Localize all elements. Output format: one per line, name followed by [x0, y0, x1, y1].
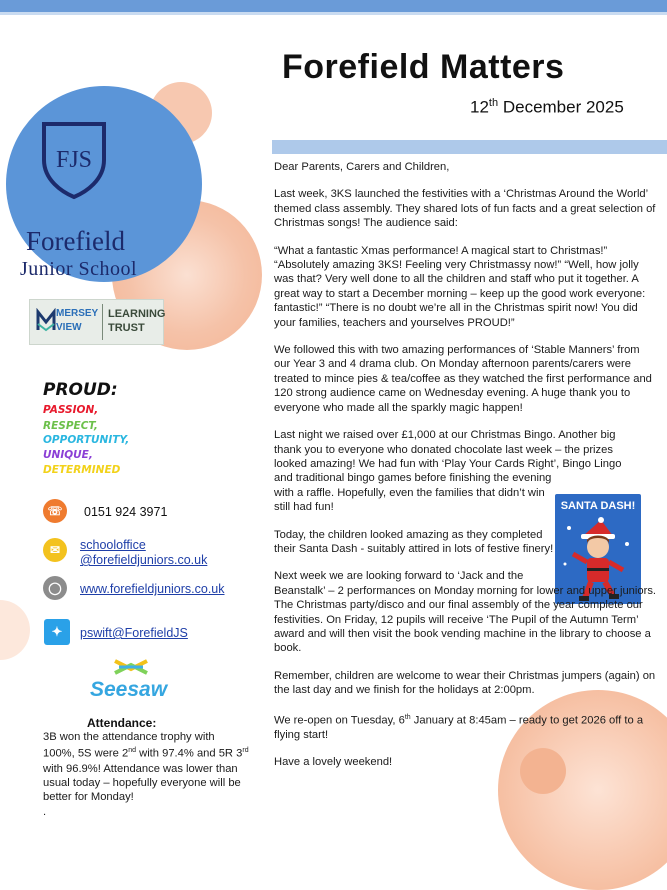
svg-text:FJS: FJS: [55, 147, 93, 173]
line: their Santa Dash - suitably attired in lots of festive finery!: [274, 542, 554, 555]
santa-dash-label: SANTA DASH!: [560, 500, 636, 512]
website-link[interactable]: www.forefieldjuniors.co.uk: [80, 582, 225, 596]
phone-icon: ☏: [43, 499, 67, 523]
attendance-text: [43, 730, 253, 819]
attendance-line: 3B won the attendance trophy with: [43, 731, 215, 743]
attendance-line: with 96.9%! Attendance was lower than: [43, 762, 238, 775]
line: thank you to everyone who donated chocolate last week – the prizes: [274, 443, 613, 456]
header-separator-bar: [272, 140, 667, 154]
value-opportunity: OPPORTUNITY,: [43, 434, 130, 446]
school-name-sub: Junior School: [20, 258, 138, 280]
attendance-line: usual today – hopefully everyone will be: [43, 776, 241, 789]
email-link-line1[interactable]: schooloffice: [80, 538, 146, 552]
sign-off: Have a lovely weekend!: [274, 756, 393, 769]
attendance-line: better for Monday!: [43, 791, 134, 804]
seesaw-logo-icon: [113, 657, 149, 677]
trust-name-line: VIEW: [56, 322, 82, 333]
line-part: We re-open on Tuesday, 6: [274, 714, 405, 727]
value-determined: DETERMINED: [43, 464, 121, 476]
ordinal-suffix: rd: [242, 747, 249, 755]
paragraph: [274, 711, 658, 743]
top-banner-accent: [0, 12, 667, 15]
value-passion: PASSION,: [43, 404, 99, 416]
line-part: January at 8:45am – ready to get 2026 off to a flying start!: [274, 714, 644, 741]
line: Beanstalk’ – 2 performances on Monday morning for lower and upper juniors. The Christmas party/disco and our final assembly of the year complete our festivities. On Friday, 12 pupils will receive ‘The Pupil of the Autumn Term’ award and will then visit the book vending machine in the library to choose a book.: [274, 584, 657, 655]
date-rest: December 2025: [498, 97, 624, 117]
line: still had fun!: [274, 501, 334, 514]
line: Last night we raised over £1,000 at our Christmas Bingo. Another big: [274, 429, 616, 442]
date-suffix: th: [488, 97, 499, 109]
value-respect: RESPECT,: [43, 420, 98, 432]
proud-title: PROUD:: [43, 380, 118, 400]
paragraph: Last week, 3KS launched the festivities with a ‘Christmas Around the World’ themed class assembly. They shared lots of fun facts and a great selection of Christmas songs! The audience said:: [274, 188, 656, 230]
trust-logo: [29, 299, 164, 345]
decorative-circle: [0, 600, 30, 660]
attendance-line: [43, 744, 253, 761]
attendance-line-part: 100%, 5S were 2: [43, 748, 129, 761]
seesaw-label: Seesaw: [90, 678, 168, 701]
email-icon: ✉: [43, 538, 67, 562]
line: and traditional bingo games before finishing the evening: [274, 472, 552, 485]
newsletter-date: [470, 97, 624, 118]
trust-name-line: MERSEY: [56, 308, 99, 319]
attendance-title: Attendance:: [87, 716, 157, 730]
date-day: 12: [470, 97, 489, 117]
attendance-line-part: with 97.4% and 5R 3: [136, 748, 243, 761]
email-link-line2[interactable]: @forefieldjuniors.co.uk: [80, 553, 208, 567]
paragraph: [274, 528, 658, 557]
trust-name-line: TRUST: [108, 322, 145, 334]
trust-m-icon: [36, 308, 56, 332]
school-name: Forefield: [26, 226, 125, 256]
globe-icon: ◯: [43, 576, 67, 600]
line: with a raffle. Hopefully, even the families that didn’t win: [274, 486, 545, 499]
twitter-icon: ✦: [44, 619, 70, 645]
line: looked amazing! We had fun with ‘Play Your Cards Right’, Bingo Lingo: [274, 457, 622, 470]
paragraph: “What a fantastic Xmas performance! A magical start to Christmas!” “Absolutely amazing 3KS! Feeling very Christmassy now!” “Well, how jolly was that? Very well done to all the children and staff who put it together. A great way to start a December morning – keep up the good work everyone: fantastic!” “There is no doubt we’re all in the Christmas spirit now! You did your families, teachers and yourselves PROUD!”: [274, 244, 646, 329]
paragraph: Remember, children are welcome to wear their Christmas jumpers (again) on the last day and we finish for the holidays at 2:00pm.: [274, 669, 656, 697]
phone-number: 0151 924 3971: [84, 505, 168, 519]
greeting: Dear Parents, Carers and Children,: [274, 161, 450, 173]
ordinal-suffix: th: [404, 713, 411, 721]
ordinal-suffix: nd: [128, 747, 136, 755]
top-banner-bar: [0, 0, 667, 12]
line: Today, the children looked amazing as they completed: [274, 528, 543, 541]
attendance-line: .: [43, 805, 47, 818]
school-crest-shield-icon: [40, 120, 108, 200]
paragraph: [274, 569, 658, 655]
twitter-link[interactable]: pswift@ForefieldJS: [80, 626, 188, 640]
newsletter-title: Forefield Matters: [282, 48, 565, 86]
newsletter-body: [274, 160, 658, 783]
value-unique: UNIQUE,: [43, 449, 93, 461]
paragraph: We followed this with two amazing performances of ‘Stable Manners’ from our Year 3 and 4 drama club. On Monday afternoon parents/carers were treated to mince pies & tea/coffee as they watched the first performance and 120 strong audience came on Wednesday evening. A huge thank you to everyone who made all the sparkly magic happen!: [274, 344, 652, 414]
line: Next week we are looking forward to ‘Jack and the: [274, 570, 524, 583]
trust-name-line: LEARNING: [108, 308, 166, 320]
paragraph: [274, 428, 658, 514]
